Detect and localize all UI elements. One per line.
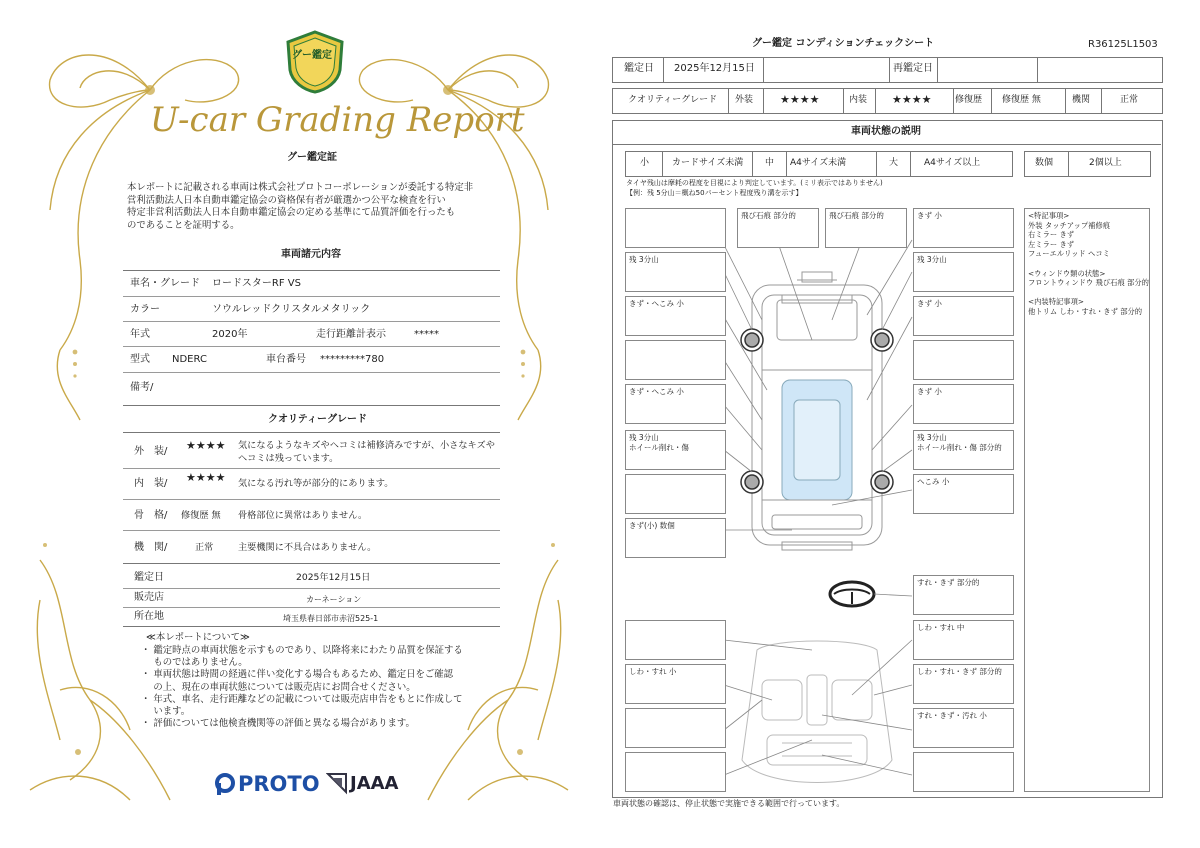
steering-wheel-icon	[830, 582, 874, 606]
repair-label: 修復歴	[955, 95, 983, 105]
left-damage-box	[625, 474, 726, 514]
damage-note: 飛び石痕 部分的	[741, 211, 796, 220]
mileage-label: 走行距離計表示	[316, 329, 386, 340]
proto-logo: PROTO	[238, 772, 320, 796]
special-notes-box	[1024, 208, 1150, 792]
right-damage-box	[913, 752, 1014, 792]
badge-text: グー鑑定	[292, 50, 332, 61]
left-damage-box	[625, 752, 726, 792]
about-list: ・ 鑑定時点の車両状態を示すものであり、以降将来にわたり品質を保証する ものではありません。 ・ 車両状態は時間の経過に伴い変化する場合もあるため、鑑定日をご確認 の上、現在の車両状態については販売店にお問合せください。 ・ 年式、車名、走行距離などの記載については販売店申告をもとに作成して います。 ・ 評価については他検査機関等の評価と異なる場合があります。	[141, 645, 463, 730]
dealer-value: カーネーション	[306, 595, 362, 604]
certificate-intro: 本レポートに記載される車両は株式会社プロトコーポレーションが委託する特定非 営利活動法人日本自動車鑑定協会の資格保有者が厳選かつ公平な検査を行い 特定非営利活動法人日本自動車鑑定協会の定める基準にて品質評価を行ったも のであることを証明する。	[127, 182, 474, 231]
frame-label: 骨 格/	[134, 510, 168, 521]
mileage-value: *****	[414, 329, 439, 340]
jaaa-logo: JAAA	[350, 773, 399, 794]
left-damage-box	[625, 708, 726, 748]
color-label: カラー	[130, 304, 160, 315]
int-stars: ★★★★	[892, 93, 932, 106]
sheet-footer: 車両状態の確認は、停止状態で実施できる範囲で行っています。	[613, 799, 845, 808]
damage-note: しわ・すれ・きず 部分的	[917, 667, 1002, 676]
reinspect-label: 再鑑定日	[893, 63, 933, 74]
proto-logo-icon	[214, 772, 238, 796]
size-mid: 中	[765, 158, 775, 168]
left-damage-box	[625, 620, 726, 660]
damage-note: 飛び石痕 部分的	[829, 211, 884, 220]
about-title: ≪本レポートについて≫	[146, 632, 250, 643]
damage-note: きず(小) 数個	[629, 521, 675, 530]
size-large-desc: A4サイズ以上	[924, 158, 981, 168]
right-damage-box	[913, 340, 1014, 380]
car-name-label: 車名・グレード	[130, 278, 200, 289]
left-damage-box	[625, 252, 726, 292]
size-small: 小	[640, 158, 650, 168]
goo-kantei-badge-icon	[284, 30, 346, 94]
color-value: ソウルレッドクリスタルメタリック	[212, 304, 371, 315]
top-damage-box	[737, 208, 819, 248]
model-value: NDERC	[172, 354, 207, 365]
size-mid-desc: A4サイズ未満	[790, 158, 847, 168]
left-damage-box	[625, 340, 726, 380]
damage-note: きず 小	[917, 387, 942, 396]
ext-label: 外装	[735, 95, 754, 105]
interior-label: 内 装/	[134, 478, 168, 489]
right-damage-box	[913, 252, 1014, 292]
jaaa-logo-icon	[326, 770, 348, 796]
damage-note: 残 3分山	[917, 255, 947, 264]
right-damage-box	[913, 664, 1014, 704]
damage-note: すれ・きず・汚れ 小	[917, 711, 987, 720]
location-label: 所在地	[134, 611, 164, 622]
left-damage-box	[625, 518, 726, 558]
size-small-desc: カードサイズ未満	[672, 158, 744, 168]
sheet-title: グー鑑定 コンディションチェックシート	[752, 38, 935, 49]
right-damage-box	[913, 474, 1014, 514]
car-name-value: ロードスターRF VS	[212, 278, 301, 289]
chassis-label: 車台番号	[266, 354, 306, 365]
interior-stars: ★★★★	[186, 471, 226, 484]
sheet-id: R36125L1503	[1088, 39, 1158, 50]
right-damage-box	[913, 296, 1014, 336]
section-title: 車両状態の説明	[851, 126, 921, 137]
damage-note: すれ・きず 部分的	[917, 578, 980, 587]
count-label: 数個	[1035, 158, 1054, 168]
size-large: 大	[889, 158, 899, 168]
car-top-view	[752, 272, 882, 550]
engine-value: 正常	[1120, 95, 1139, 105]
location-value: 埼玉県春日部市赤沼525-1	[283, 614, 379, 623]
inspect-date-label: 鑑定日	[624, 63, 654, 74]
damage-note: きず 小	[917, 211, 942, 220]
exterior-comment: 気になるようなキズやヘコミは補修済みですが、小さなキズや ヘコミは残っています。	[238, 440, 495, 464]
date-value: 2025年12月15日	[296, 572, 371, 583]
left-damage-box	[625, 430, 726, 470]
right-damage-box	[913, 384, 1014, 424]
report-script-title: U-car Grading Report	[150, 100, 525, 140]
left-damage-box	[625, 384, 726, 424]
count-desc: 2個以上	[1089, 158, 1122, 168]
left-damage-box	[625, 296, 726, 336]
interior-comment: 気になる汚れ等が部分的にあります。	[238, 478, 394, 489]
damage-note: きず・へこみ 小	[629, 299, 684, 308]
tire-note-2: 【例：残 5分山＝概ね50パーセント程度残り溝を示す】	[626, 189, 803, 197]
chassis-value: *********780	[320, 354, 385, 365]
damage-note: 残 3分山 ホイール削れ・傷 部分的	[917, 433, 1002, 452]
damage-note: へこみ 小	[917, 477, 950, 486]
ext-stars: ★★★★	[780, 93, 820, 106]
exterior-label: 外 装/	[134, 446, 168, 457]
damage-note: しわ・すれ 小	[629, 667, 677, 676]
tire-note-1: タイヤ残山は摩耗の程度を目視により判定しています。(ミリ表示ではありません)	[626, 179, 883, 187]
damage-note: きず・へこみ 小	[629, 387, 684, 396]
car-interior-view	[742, 641, 892, 783]
repair-value: 修復歴 無	[1002, 95, 1041, 105]
year-value: 2020年	[212, 329, 248, 340]
engine-value: 正常	[195, 542, 214, 553]
notes-label: 備考/	[130, 382, 154, 393]
year-label: 年式	[130, 329, 150, 340]
engine-comment: 主要機関に不具合はありません。	[238, 542, 377, 553]
date-label: 鑑定日	[134, 572, 164, 583]
left-damage-box	[625, 664, 726, 704]
frame-comment: 骨格部位に異常はありません。	[238, 510, 368, 521]
damage-note: 残 3分山	[629, 255, 659, 264]
damage-note: 残 3分山 ホイール削れ・傷	[629, 433, 689, 452]
right-damage-box	[913, 430, 1014, 470]
inspect-date-value: 2025年12月15日	[674, 63, 755, 74]
right-damage-box	[913, 575, 1014, 615]
int-label: 内装	[849, 95, 868, 105]
right-damage-box	[913, 708, 1014, 748]
grading-certificate	[0, 0, 598, 848]
engine-label: 機 関/	[134, 542, 168, 553]
model-label: 型式	[130, 354, 150, 365]
damage-note: しわ・すれ 中	[917, 623, 965, 632]
right-damage-box	[913, 620, 1014, 660]
right-damage-box	[913, 208, 1014, 248]
quality-title: クオリティーグレード	[268, 414, 367, 425]
spec-title: 車両諸元内容	[281, 249, 341, 260]
quality-label: クオリティーグレード	[628, 95, 718, 105]
engine-label: 機関	[1072, 95, 1091, 105]
certificate-heading: グー鑑定証	[287, 152, 337, 163]
left-damage-box	[625, 208, 726, 248]
damage-note: きず 小	[917, 299, 942, 308]
exterior-stars: ★★★★	[186, 439, 226, 452]
frame-value: 修復歴 無	[181, 510, 221, 521]
top-damage-box	[825, 208, 907, 248]
dealer-label: 販売店	[134, 592, 164, 603]
special-notes: <特記事項> 外装 タッチアップ補修痕 右ミラー きず 左ミラー きず フューエルリッド へコミ <ウィンドウ類の状態> フロントウィンドウ 飛び石痕 部分的 <内装特記事項> 他トリム しわ・すれ・きず 部分的	[1028, 211, 1149, 316]
